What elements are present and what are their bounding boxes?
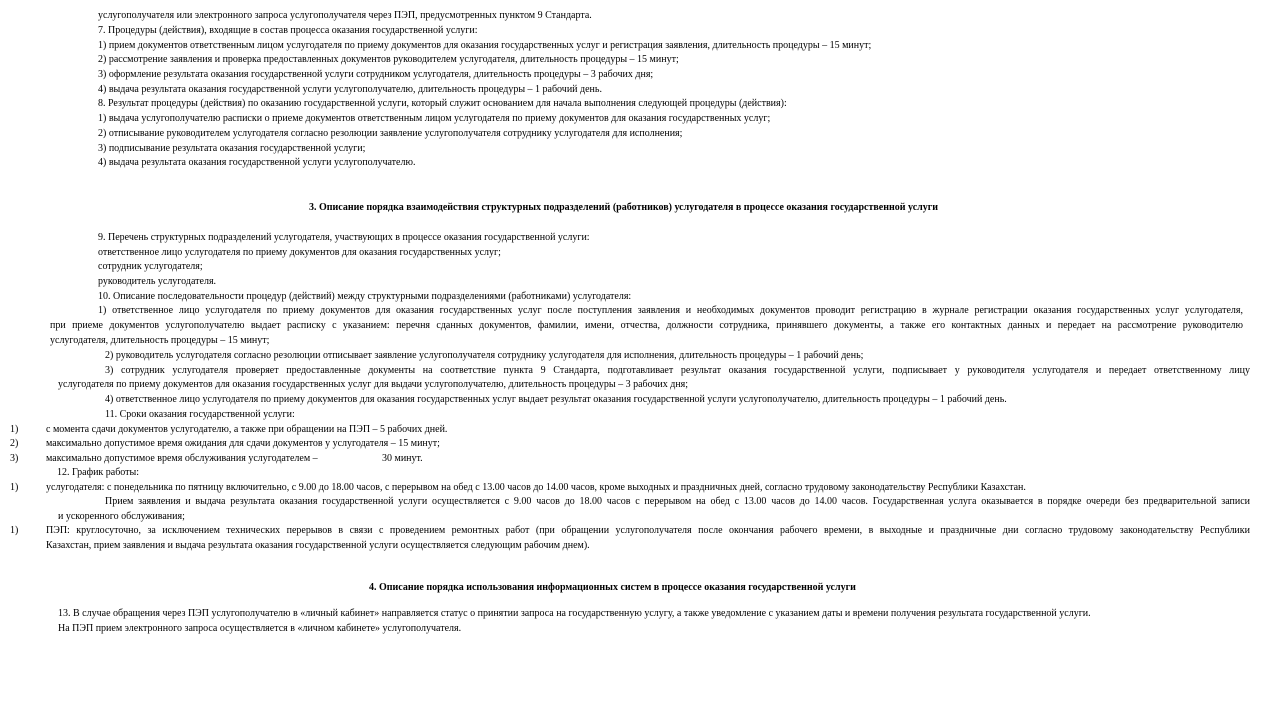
list-item: 2) руководитель услугодателя согласно резолюции отписывает заявление услугополучателя сотруднику услугодателя для исполнения, длительность процедуры – 1 рабочий день; [105,350,864,361]
paragraph-line: Прием заявления и выдача результата оказания государственной услуги осуществляется с 9.00 часов до 18.00 часов с перерывом на обед с 13.00 часов до 14.00 часов. Государственная услуга оказывается в порядке очереди без предварительной записи [105,496,1250,507]
list-item: ответственное лицо услугодателя по приему документов для оказания государственных услуг; [98,247,501,258]
list-item: услугодателя: с понедельника по пятницу включительно, с 9.00 до 18.00 часов, с перерывом на обед с 13.00 часов до 14.00 часов, кроме выходных и праздничных дней, согласно трудовому законодательству Республики Казахстан. [46,482,1026,493]
list-item-continued: при приеме документов услугополучателю выдает расписку с указанием: перечня сданных документов, фамилии, имени, отчества, должности сотрудника, принявшего документы, а также его контактных данных и передает на рассмотрение руководителю [50,320,1243,331]
paragraph-7: 7. Процедуры (действия), входящие в состав процесса оказания государственной услуги: [98,25,478,36]
list-item-continued: Казахстан, прием заявления и выдача результата оказания государственной услуги осуществляется следующим рабочим днем). [46,540,590,551]
paragraph-line: На ПЭП прием электронного запроса осуществляется в «личном кабинете» услугополучателя. [58,623,462,634]
paragraph-12: 12. График работы: [57,467,140,478]
list-item: с момента сдачи документов услугодателю, а также при обращении на ПЭП – 5 рабочих дней. [46,424,448,435]
list-item: 2) рассмотрение заявления и проверка предоставленных документов руководителем услугодателя, длительность процедуры – 15 минут; [98,54,679,65]
list-item: 4) ответственное лицо услугодателя по приему документов для оказания государственных услуг выдает результат оказания государственной услуги услугополучателю, длительность процедуры – 1 рабочий день. [105,394,1007,405]
list-number: 3) [10,453,19,464]
paragraph-9: 9. Перечень структурных подразделений услугодателя, участвующих в процессе оказания государственной услуги: [98,232,590,243]
list-item: 2) отписывание руководителем услугодателя согласно резолюции заявление услугополучателя сотруднику услугодателя для исполнения; [98,128,683,139]
section-3-heading: 3. Описание порядка взаимодействия структурных подразделений (работников) услугодателя в процессе оказания государственной услуги [309,202,939,213]
list-item: сотрудник услугодателя; [98,261,203,272]
list-number: 1) [10,482,19,493]
paragraph-line: услугополучателя или электронного запроса услугополучателя через ПЭП, предусмотренных пунктом 9 Стандарта. [98,10,592,21]
list-number: 1) [10,424,19,435]
list-item: 3) сотрудник услугодателя проверяет предоставленные документы на соответствие пункта 9 Стандарта, подготавливает результат оказания государственной услуги, подписывает у руководителя услугодателя и передает ответственному лицу [105,365,1250,376]
paragraph-13: 13. В случае обращения через ПЭП услугополучателю в «личный кабинет» направляется статус о принятии запроса на государственную услугу, а также уведомление с указанием даты и времени получения результата государственной услуги. [58,608,1091,619]
paragraph-8: 8. Результат процедуры (действия) по оказанию государственной услуги, который служит основанием для начала выполнения следующей процедуры (действия): [98,98,787,109]
paragraph-line: и ускоренного обслуживания; [58,511,185,522]
list-item: 4) выдача результата оказания государственной услуги услугополучателю, длительность процедуры – 1 рабочий день. [98,84,602,95]
list-item-value: 30 минут. [382,453,423,464]
list-item: ПЭП: круглосуточно, за исключением технических перерывов в связи с проведением ремонтных работ (при обращении услугополучателя после окончания рабочего времени, в выходные и праздничные дни согласно трудовому законодательству Республики [46,525,1250,536]
paragraph-10: 10. Описание последовательности процедур (действий) между структурными подразделениями (работниками) услугодателя: [98,291,632,302]
list-item: максимально допустимое время обслуживания услугодателем – [46,453,318,464]
paragraph-11: 11. Сроки оказания государственной услуги: [105,409,295,420]
section-4-heading: 4. Описание порядка использования информационных систем в процессе оказания государственной услуги [369,582,856,593]
list-number: 1) [10,525,19,536]
list-number: 2) [10,438,19,449]
list-item: 4) выдача результата оказания государственной услуги услугополучателю. [98,157,416,168]
list-item: 1) ответственное лицо услугодателя по приему документов для оказания государственных услуг после поступления заявления и необходимых документов проводит регистрацию в журнале регистрации оказания государственных услуг услугодателя, [98,305,1243,316]
list-item: максимально допустимое время ожидания для сдачи документов у услугодателя – 15 минут; [46,438,440,449]
list-item: 1) выдача услугополучателю расписки о приеме документов ответственным лицом услугодателя по приему документов для оказания государственных услуг; [98,113,771,124]
list-item-continued: услугодателя по приему документов для оказания государственных услуг для выдачи услугополучателю, длительность процедуры – 3 рабочих дня; [58,379,689,390]
list-item: 1) прием документов ответственным лицом услугодателя по приему документов для оказания государственных услуг и регистрация заявления, длительность процедуры – 15 минут; [98,40,872,51]
list-item: 3) оформление результата оказания государственной услуги сотрудником услугодателя, длительность процедуры – 3 рабочих дня; [98,69,654,80]
list-item: руководитель услугодателя. [98,276,217,287]
list-item-continued: услугодателя, длительность процедуры – 15 минут; [50,335,270,346]
list-item: 3) подписывание результата оказания государственной услуги; [98,143,366,154]
